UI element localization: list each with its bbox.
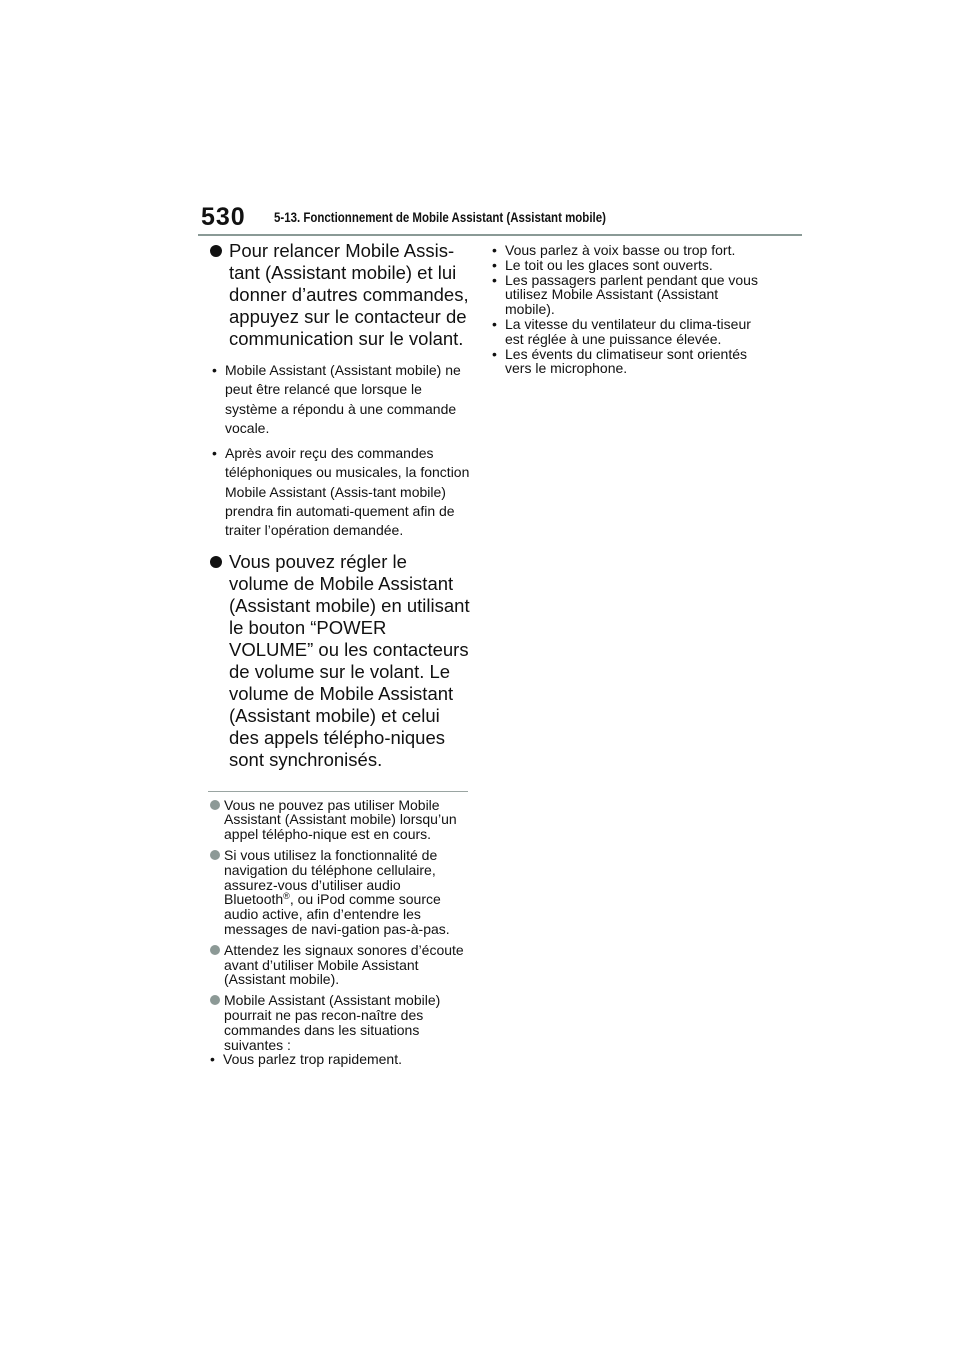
bullet-icon: • <box>492 345 497 362</box>
sub-bullet-item <box>490 258 760 273</box>
main-item-volume <box>208 551 470 771</box>
sub-bullet-text: Les passagers parlent pendant que vous utilisez Mobile Assistant (Assistant mobile). <box>505 271 758 318</box>
bullet-icon: • <box>492 242 497 258</box>
sub-bullet-text: Le toit ou les glaces sont ouverts. <box>505 256 713 273</box>
bullet-item <box>208 361 470 438</box>
bullet-icon: • <box>212 362 217 378</box>
page-header <box>198 204 802 238</box>
bullet-text: Après avoir reçu des commandes téléphoniques ou musicales, la fonction Mobile Assistant (Assis-tant mobile) prendra fin automati-quement afin de traiter l’opération demandée. <box>225 445 470 539</box>
note-item <box>208 993 470 1052</box>
note-circle-icon <box>210 995 220 1005</box>
sub-bullet-item <box>490 317 760 347</box>
note-text: Mobile Assistant (Assistant mobile) pourrait ne pas recon-naître des commandes dans les situations suivantes : <box>224 992 441 1053</box>
main-item-relaunch <box>208 240 470 350</box>
sub-bullet-text: Les évents du climatiseur sont orientés vers le microphone. <box>505 345 748 377</box>
notes-divider <box>208 791 468 792</box>
header-divider <box>198 234 802 236</box>
bullet-icon: • <box>492 271 497 288</box>
bullet-item <box>208 444 470 540</box>
bullet-icon: • <box>492 315 497 332</box>
sub-bullet-text: Vous parlez trop rapidement. <box>223 1051 402 1068</box>
bullet-disc-icon <box>210 245 222 257</box>
note-text: Attendez les signaux sonores d’écoute avant d’utiliser Mobile Assistant (Assistant mobile). <box>224 941 464 988</box>
note-item <box>208 943 470 987</box>
sub-bullet-item <box>208 1052 470 1067</box>
note-text-continued: , ou iPod comme source audio active, afin d’entendre les messages de navi-gation pas-à-pas. <box>224 891 450 938</box>
page-number: 530 <box>201 203 246 231</box>
bullet-icon: • <box>212 445 217 462</box>
note-item <box>208 798 470 842</box>
note-text: Si vous utilisez la fonctionnalité de navigation du téléphone cellulaire, assurez-vous d’utiliser audio Bluetooth <box>224 847 438 908</box>
sub-bullet-item <box>490 243 760 258</box>
registered-mark: ® <box>283 891 290 902</box>
main-item-text: Pour relancer Mobile Assis-tant (Assistant mobile) et lui donner d’autres commandes, appuyez sur le contacteur de communication sur le volant. <box>229 240 469 349</box>
bullet-icon: • <box>492 256 497 273</box>
section-title: 5-13. Fonctionnement de Mobile Assistant (Assistant mobile) <box>274 209 606 225</box>
left-column <box>208 240 470 1067</box>
sub-bullet-item <box>490 347 760 377</box>
bullet-text: Mobile Assistant (Assistant mobile) ne peut être relancé que lorsque le système a répondu à une commande vocale. <box>225 362 461 436</box>
bullet-icon: • <box>210 1051 215 1068</box>
note-circle-icon <box>210 945 220 955</box>
note-item <box>208 848 470 937</box>
note-text: Vous ne pouvez pas utiliser Mobile Assistant (Assistant mobile) lorsqu’un appel télépho-nique est en cours. <box>224 796 457 843</box>
note-circle-icon <box>210 800 220 810</box>
sub-bullet-item <box>490 273 760 317</box>
note-circle-icon <box>210 850 220 860</box>
sub-bullet-text: Vous parlez à voix basse ou trop fort. <box>505 242 736 258</box>
bullet-disc-icon <box>210 556 222 568</box>
sub-bullet-text: La vitesse du ventilateur du clima-tiseur est réglée à une puissance élevée. <box>505 315 751 347</box>
main-item-text: Vous pouvez régler le volume de Mobile Assistant (Assistant mobile) en utilisant le bouton “POWER VOLUME” ou les contacteurs de volume sur le volant. Le volume de Mobile Assistant (Assistant mobile) et celui des appels télépho-niques sont synchronisés. <box>229 550 470 770</box>
right-column <box>490 243 760 376</box>
